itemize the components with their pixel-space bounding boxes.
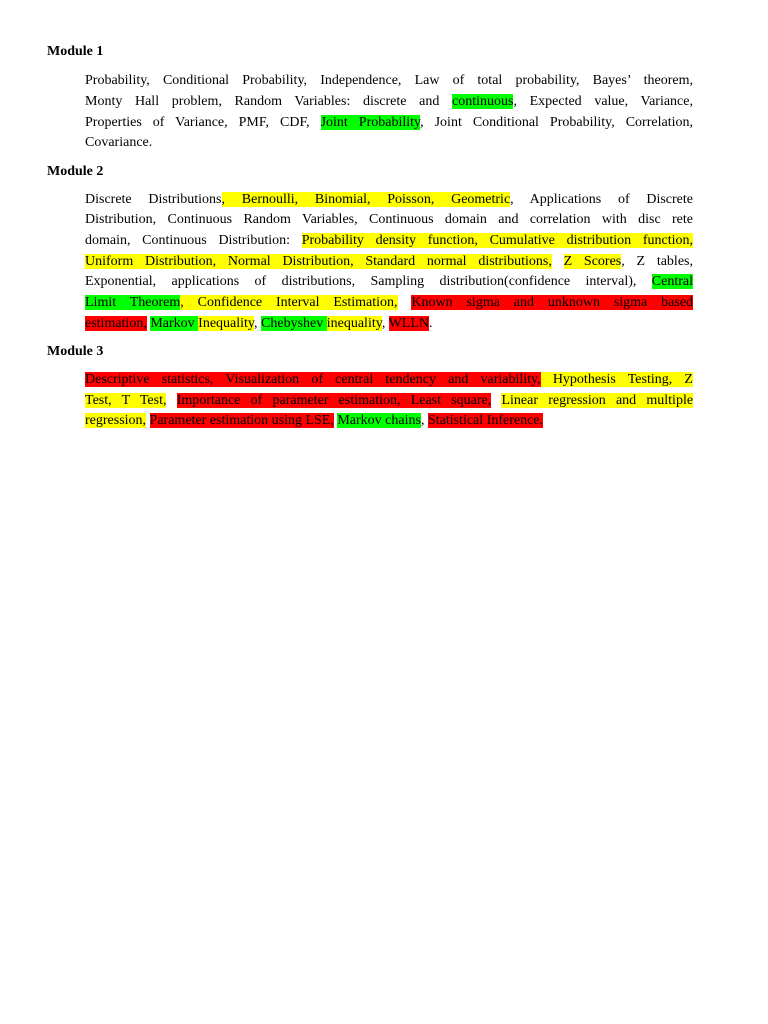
highlight-green: Central <box>651 274 693 289</box>
module-3-text <box>166 393 176 408</box>
highlight-yellow: regression, <box>85 413 147 428</box>
module-2-text: , Z tables, <box>621 254 693 269</box>
module-2-text: Distribution, Continuous Random Variables, Continuous domain and correlation with disc rete <box>85 212 693 227</box>
module-2-text: , <box>381 316 389 331</box>
module-3-line-3 <box>85 411 693 431</box>
highlight-yellow: , Bernoulli, Binomial, Poisson, Geometric <box>221 192 511 207</box>
highlight-red: estimation, <box>85 316 147 331</box>
highlight-yellow: Hypothesis Testing, Z <box>540 372 693 387</box>
highlight-red: Known sigma and unknown sigma based <box>411 295 693 310</box>
module-2-line-5 <box>85 272 693 292</box>
module-2-line-1 <box>85 190 693 210</box>
module-3-text: , <box>420 413 428 428</box>
highlight-green: Limit Theorem <box>85 295 181 310</box>
module-1-line-2 <box>85 92 693 112</box>
module-2-text: . <box>429 316 433 331</box>
highlight-green: Joint Probability <box>320 115 421 130</box>
highlight-yellow: Inequality <box>198 316 255 331</box>
module-2-text: Exponential, applications of distributions, Sampling distribution(confidence interval), <box>85 274 652 289</box>
module-3-line-1 <box>85 370 693 390</box>
highlight-red: Descriptive statistics, Visualization of central tendency and variability, <box>85 372 541 387</box>
highlight-red: Statistical Inference. <box>427 413 543 428</box>
highlight-yellow: , Confidence Interval Estimation, <box>180 295 398 310</box>
module-2-text: , <box>254 316 262 331</box>
module-2-text <box>552 254 564 269</box>
module-2-text: Discrete Distributions <box>85 192 222 207</box>
module-1-heading: Module 1 <box>47 44 104 59</box>
module-1-text: Monty Hall problem, Random Variables: discrete and <box>85 94 452 109</box>
module-2-line-4 <box>85 252 693 272</box>
highlight-yellow: Probability density function, Cumulative distribution function, <box>301 233 693 248</box>
module-2-line-7 <box>85 314 693 334</box>
module-1-text: , Joint Conditional Probability, Correlation, <box>420 115 693 130</box>
module-2-line-3 <box>85 231 693 251</box>
module-1-text: Probability, Conditional Probability, Independence, Law of total probability, Bayes’ theorem, <box>85 73 693 88</box>
highlight-green: continuous <box>452 94 514 109</box>
module-1-text: Properties of Variance, PMF, CDF, <box>85 115 321 130</box>
highlight-yellow: Z Scores <box>563 254 622 269</box>
highlight-yellow: Uniform Distribution, Normal Distribution, Standard normal distributions, <box>85 254 552 269</box>
highlight-yellow: Linear regression and multiple <box>501 393 694 408</box>
highlight-yellow: inequality <box>326 316 382 331</box>
module-3-heading: Module 3 <box>47 344 104 359</box>
module-1-text: Covariance. <box>85 135 153 150</box>
module-1-text: , Expected value, Variance, <box>513 94 693 109</box>
module-3-text <box>491 393 501 408</box>
module-1-line-4 <box>85 133 693 153</box>
module-1-line-3 <box>85 113 693 133</box>
highlight-red: Parameter estimation using LSE, <box>149 413 334 428</box>
module-2-text: domain, Continuous Distribution: <box>85 233 302 248</box>
module-2-heading: Module 2 <box>47 164 104 179</box>
highlight-green: Markov chains <box>337 413 421 428</box>
module-2-text: , Applications of Discrete <box>510 192 693 207</box>
module-2-line-6 <box>85 293 693 313</box>
module-2-text <box>398 295 412 310</box>
highlight-green: Chebyshev <box>261 316 327 331</box>
highlight-red: WLLN <box>388 316 429 331</box>
highlight-red: Importance of parameter estimation, Least square, <box>176 393 492 408</box>
highlight-yellow: Test, T Test, <box>85 393 167 408</box>
module-1-line-1 <box>85 71 693 91</box>
module-3-line-2 <box>85 391 693 411</box>
highlight-green: Markov <box>150 316 199 331</box>
module-2-line-2 <box>85 210 693 230</box>
